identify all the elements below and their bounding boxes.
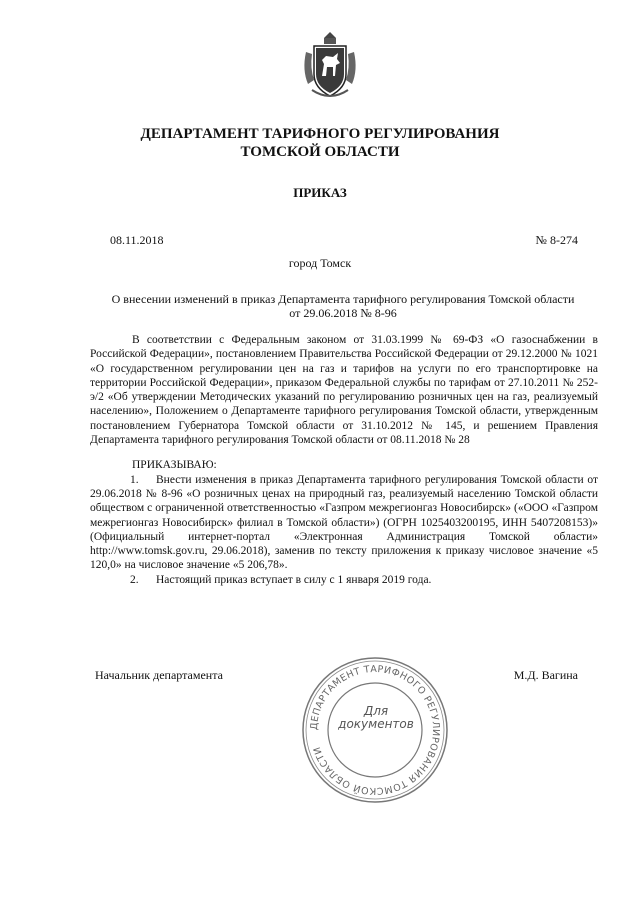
document-city: город Томск bbox=[288, 256, 352, 270]
subject-line-2: от 29.06.2018 № 8-96 bbox=[289, 306, 397, 320]
header-line-1: ДЕПАРТАМЕНТ ТАРИФНОГО РЕГУЛИРОВАНИЯ bbox=[140, 126, 500, 142]
document-type: ПРИКАЗ bbox=[293, 185, 347, 200]
document-number: № 8-274 bbox=[535, 233, 578, 247]
document-body bbox=[90, 333, 598, 587]
header-line-2: ТОМСКОЙ ОБЛАСТИ bbox=[240, 144, 400, 160]
order-word: ПРИКАЗЫВАЮ: bbox=[132, 459, 217, 472]
order-items bbox=[90, 473, 598, 587]
stamp-center-line-1: Для bbox=[363, 704, 389, 718]
order-item bbox=[90, 573, 598, 587]
item-number: 1. bbox=[130, 473, 139, 486]
preamble-paragraph: В соответствии с Федеральным законом от 31.03.1999 № 69-ФЗ «О газоснабжении в Российской Федерации», постановлением Правительства Российской Федерации от 29.12.2000 № 1021 «О государственном регулировании цен на газ и тарифов на услуги по его транспортировке на территории Российской Федерации», приказом Федеральной службы по тарифам от 27.10.2011 № 252-э/2 «Об утверждении Методических указаний по регулированию розничных цен на газ, реализуемый населению», Положением о Департаменте тарифного регулирования Томской области, утвержденным постановлением Губернатора Томской области от 31.10.2012 № 145, и решением Правления Департамента тарифного регулирования Томской области от 08.11.2018 № 28 bbox=[90, 334, 598, 447]
item-text: Настоящий приказ вступает в силу с 1 января 2019 года. bbox=[156, 573, 432, 586]
document-date: 08.11.2018 bbox=[110, 233, 164, 247]
stamp-center-line-2: документов bbox=[338, 717, 414, 731]
signatory-position: Начальник департамента bbox=[95, 668, 223, 682]
subject-line-1: О внесении изменений в приказ Департамента тарифного регулирования Томской области bbox=[111, 292, 575, 306]
item-number: 2. bbox=[130, 573, 139, 586]
order-item bbox=[90, 473, 598, 573]
stamp-ring-text: ДЕПАРТАМЕНТ ТАРИФНОГО РЕГУЛИРОВАНИЯ ТОМСКОЙ ОБЛАСТИ bbox=[308, 663, 442, 797]
coat-of-arms-icon bbox=[300, 30, 360, 102]
item-text: Внести изменения в приказ Департамента тарифного регулирования Томской области от 29.06.2018 № 8-96 «О розничных ценах на природный газ, реализуемый населению Томской области обществом с ограниченной ответственностью «Газпром межрегионгаз Новосибирск» («ООО «Газпром межрегионгаз Новосибирск» филиал в Томской области») (ОГРН 1025403200195, ИНН 5407208153)» (Официальный интернет-портал «Электронная Администрация Томской области» http://www.tomsk.gov.ru, 29.06.2018), заменив по тексту приложения к приказу числовое значение «5 120,0» на числовое значение «5 206,78». bbox=[90, 473, 598, 572]
stamp-center-text bbox=[336, 705, 416, 731]
signatory-name: М.Д. Вагина bbox=[513, 668, 578, 682]
document-subject bbox=[88, 292, 598, 320]
department-header bbox=[0, 125, 640, 161]
